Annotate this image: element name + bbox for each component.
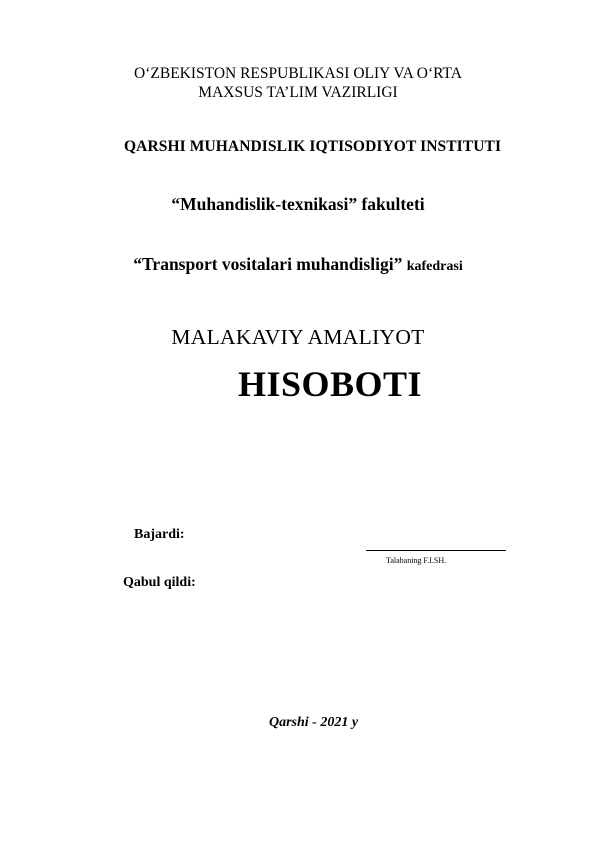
department-suffix: kafedrasi: [406, 259, 463, 274]
ministry-heading: [0, 64, 596, 102]
report-title-line-2: HISOBOTI: [237, 364, 423, 404]
place-year: Qarshi - 2021 y: [269, 715, 359, 730]
faculty-name: “Muhandislik-texnikasi” fakulteti: [171, 194, 425, 214]
department-main: “Transport vositalari muhandisligi”: [133, 254, 403, 274]
performed-by-label: Bajardi:: [134, 527, 185, 542]
report-title-line-1: MALAKAVIY AMALIYOT: [171, 325, 425, 349]
student-name-caption: Talabaning F.I.SH.: [386, 556, 447, 565]
institute-name: QARSHI MUHANDISLIK IQTISODIYOT INSTITUTI: [124, 138, 502, 155]
accepted-by-label: Qabul qildi:: [123, 575, 196, 590]
ministry-line-2: MAXSUS TA’LIM VAZIRLIGI: [198, 84, 398, 101]
signature-line: [366, 550, 506, 551]
department-name: [0, 254, 596, 275]
ministry-line-1: O‘ZBEKISTON RESPUBLIKASI OLIY VA O‘RTA: [134, 65, 462, 82]
